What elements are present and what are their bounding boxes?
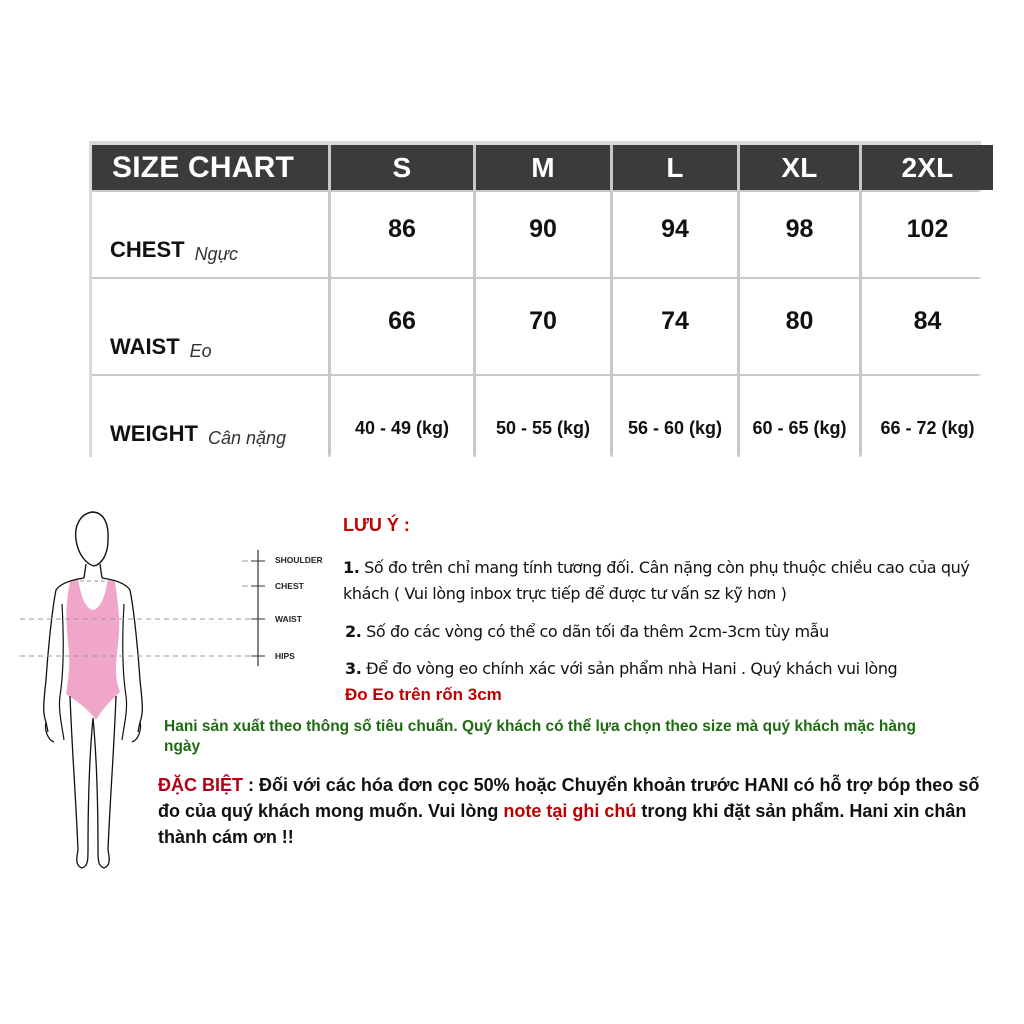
- label-waist: WAIST: [275, 614, 302, 624]
- size-chart-table-frame: [89, 141, 981, 457]
- note-text: Số đo các vòng có thể co dãn tối đa thêm 2cm-3cm tùy mẫu: [366, 622, 829, 641]
- size-header-l: L: [613, 145, 737, 190]
- waist-m: 70: [476, 279, 610, 374]
- size-chart-title: SIZE CHART: [92, 145, 328, 190]
- label-chest: CHEST: [275, 581, 304, 591]
- row-label-weight: [92, 376, 328, 461]
- special-text-before: : Đối với các hóa đơn cọc 50% hoặc Chuyển khoản trước HANI có hỗ trợ bóp theo số đo của quý khách mong muốn. Vui lòng: [158, 775, 980, 821]
- row-label-chest: [92, 192, 328, 277]
- label-hips: HIPS: [275, 651, 295, 661]
- note-text: Số đo trên chỉ mang tính tương đối. Cân nặng còn phụ thuộc chiều cao của quý khách ( Vui lòng inbox trực tiếp để được tư vấn sz kỹ hơn ): [343, 558, 970, 603]
- weight-m: 50 - 55 (kg): [476, 376, 610, 461]
- weight-s: 40 - 49 (kg): [331, 376, 473, 461]
- weight-l: 56 - 60 (kg): [613, 376, 737, 461]
- note-number: 3.: [345, 659, 362, 678]
- note-2: [345, 619, 1005, 645]
- note-number: 1.: [343, 558, 360, 577]
- chest-s: 86: [331, 192, 473, 277]
- waist-xl: 80: [740, 279, 859, 374]
- chest-m: 90: [476, 192, 610, 277]
- size-header-s: S: [331, 145, 473, 190]
- note-3: [345, 656, 1005, 708]
- row-label-vi: Cân nặng: [208, 428, 287, 448]
- size-header-2xl: 2XL: [862, 145, 993, 190]
- note-emphasis: Đo Eo trên rốn 3cm: [345, 685, 502, 704]
- special-text-after: trong khi đặt sản phẩm. Hani xin chân thành cám ơn !!: [158, 801, 967, 847]
- special-highlight: note tại ghi chú: [503, 801, 637, 821]
- row-label-waist: [92, 279, 328, 374]
- note-text: Để đo vòng eo chính xác với sản phẩm nhà Hani . Quý khách vui lòng: [366, 659, 898, 678]
- weight-xl: 60 - 65 (kg): [740, 376, 859, 461]
- waist-l: 74: [613, 279, 737, 374]
- size-chart-table: [92, 145, 978, 455]
- chest-2xl: 102: [862, 192, 993, 277]
- standard-sizing-note: Hani sản xuất theo thông số tiêu chuẩn. Quý khách có thể lựa chọn theo size mà quý khách mặc hàng ngày: [164, 718, 916, 755]
- row-label-vi: Eo: [189, 341, 212, 361]
- waist-2xl: 84: [862, 279, 993, 374]
- note-1: [343, 555, 1003, 607]
- chest-xl: 98: [740, 192, 859, 277]
- special-note: [158, 772, 988, 850]
- row-label-en: WEIGHT: [110, 421, 198, 446]
- special-label: ĐẶC BIỆT: [158, 775, 243, 795]
- row-label-en: CHEST: [110, 237, 185, 262]
- size-header-xl: XL: [740, 145, 859, 190]
- weight-2xl: 66 - 72 (kg): [862, 376, 993, 461]
- label-shoulder: SHOULDER: [275, 555, 323, 565]
- chest-l: 94: [613, 192, 737, 277]
- size-header-m: M: [476, 145, 610, 190]
- notes-title: LƯU Ý :: [343, 515, 410, 535]
- waist-s: 66: [331, 279, 473, 374]
- row-label-en: WAIST: [110, 334, 180, 359]
- row-label-vi: Ngực: [194, 244, 238, 264]
- note-number: 2.: [345, 622, 362, 641]
